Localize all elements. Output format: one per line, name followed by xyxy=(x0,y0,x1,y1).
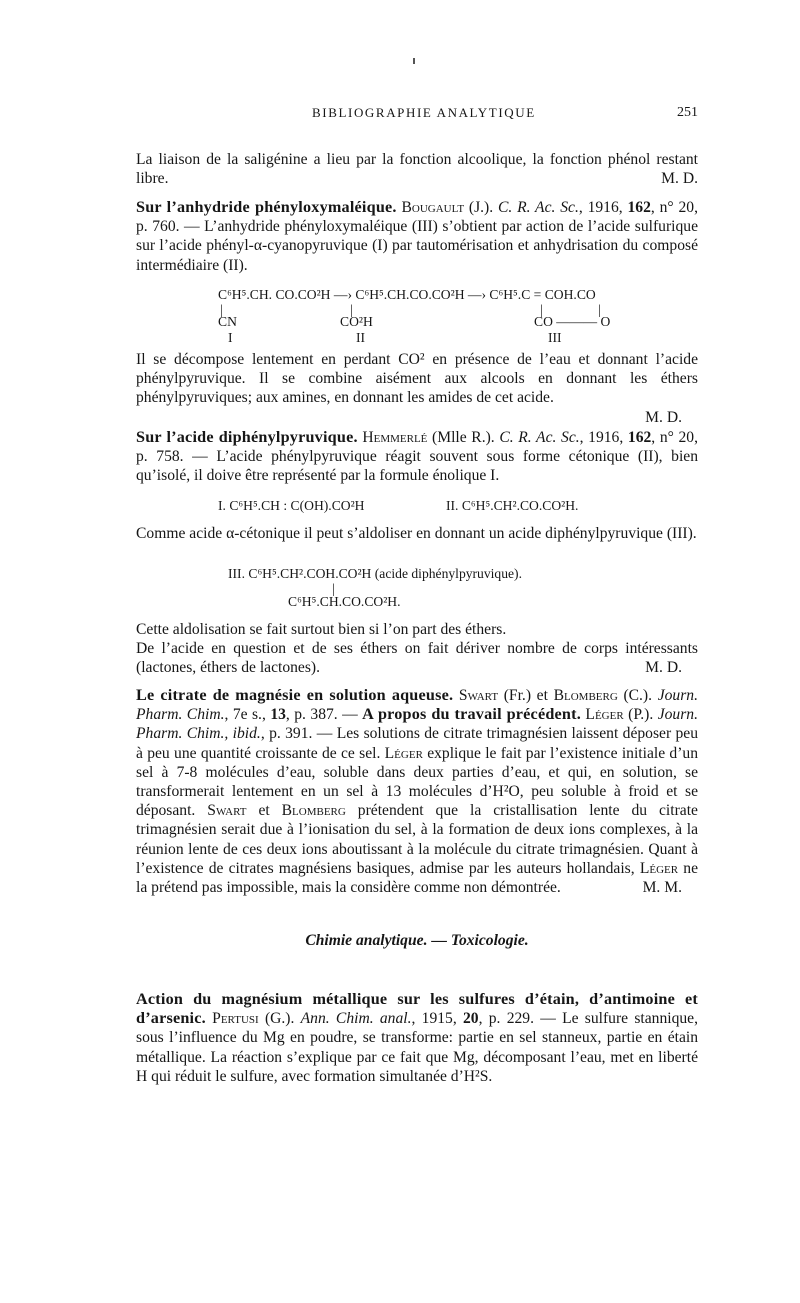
author-initials: (J.). xyxy=(468,199,494,216)
running-title: BIBLIOGRAPHIE ANALYTIQUE xyxy=(312,105,536,120)
reference-year: , 1915, xyxy=(411,1010,463,1028)
article-diphenylpyruvique-text xyxy=(136,524,698,543)
reference-volume: 13 xyxy=(270,706,286,724)
paragraph-text: De l’acide en question et de ses éthers on fait dériver nombre de corps intéressants (lactones, éthers de lactones). xyxy=(136,640,698,677)
reference-series: , 7e s., xyxy=(224,706,271,724)
article-anhydride-continued xyxy=(136,350,698,427)
article-title: Le citrate de magnésie en solution aqueuse. xyxy=(136,686,454,704)
author-signature: M. D. xyxy=(645,408,682,426)
reference-volume: 20 xyxy=(463,1010,479,1028)
formula-iii-second-line: C⁶H⁵.CH.CO.CO²H. xyxy=(288,594,401,609)
formula-bond: | xyxy=(598,302,601,317)
paragraph-text: Comme acide α-cétonique il peut s’aldoliser en donnant un acide diphénylpyruvique (III). xyxy=(136,525,697,542)
reference-volume: 162 xyxy=(627,429,652,446)
article-title: Action du magnésium métallique sur les sulfures d’étain, d’antimoine et d’arsenic. xyxy=(136,990,698,1028)
author-name: Blomberg xyxy=(553,687,618,704)
author-initials: (G.). xyxy=(264,1010,295,1028)
article-title: A propos du travail précédent. xyxy=(362,705,581,724)
formula-bond: | xyxy=(540,302,543,317)
page-header xyxy=(136,105,698,127)
reference-year: , 1916, xyxy=(579,429,624,446)
reference-volume: 162 xyxy=(627,199,651,216)
reaction-formula xyxy=(218,287,658,345)
page-number: 251 xyxy=(677,105,698,120)
author-name: Bougault xyxy=(401,199,465,216)
formula-ii: II. C⁶H⁵.CH².CO.CO²H. xyxy=(446,498,579,513)
article-abstract: explique le fait par l’existence initiale d’un sel à 7-8 molécules d’eau, soluble dans deux parties d’eau, et qui, en solution, se transformerait lentement en un sel à 13 molécules d’H²O, peu soluble à froid et se déposant. xyxy=(136,744,699,820)
journal-name: Journ. Pharm. Chim. xyxy=(136,687,698,724)
formula-enol-keto xyxy=(218,498,668,518)
author-name: Léger xyxy=(585,706,624,724)
paragraph-text: Cette aldolisation se fait surtout bien si l’on part des éthers. xyxy=(136,621,507,638)
journal-name: Journ. Pharm. Chim., ibid. xyxy=(136,706,698,743)
conjunction: et xyxy=(258,802,270,820)
article-abstract: , p. 391. — Les solutions de citrate trimagnésien laissent déposer peu à peu une quantité croissante de ce sel. xyxy=(136,725,699,762)
journal-name: Ann. Chim. anal. xyxy=(300,1010,412,1028)
paragraph-continued xyxy=(136,150,698,188)
article-abstract: ne la prétend pas impossible, mais la considère comme non démontrée. xyxy=(136,859,698,897)
journal-name: C. R. Ac. Sc. xyxy=(497,199,579,216)
paragraph-text: Il se décompose lentement en perdant CO² en présence de l’eau et donnant l’acide phénylpyruvique. Il se combine aisément aux alcools en donnant les éthers phénylpyruviques; aux amines, en donnant les amides de cet acide. xyxy=(136,351,698,407)
section-title: Chimie analytique. — Toxicologie. xyxy=(305,932,529,949)
formula-co-o: CO ——— O xyxy=(534,314,611,329)
formula-label-iii: III xyxy=(548,330,562,345)
formula-aldol xyxy=(228,566,668,614)
article-abstract: , n° 20, p. 758. — L’acide phénylpyruvique réagit souvent sous forme cétonique (II), bien qu’isolé, il doive être représenté par la formule énolique I. xyxy=(136,429,698,485)
author-name: Pertusi xyxy=(212,1010,259,1028)
formula-main-line: C⁶H⁵.CH. CO.CO²H —› C⁶H⁵.CH.CO.CO²H —› C⁶H⁵.C = COH.CO xyxy=(218,287,596,302)
formula-bond: | xyxy=(220,302,223,317)
journal-name: C. R. Ac. Sc. xyxy=(499,429,580,446)
author-name: Léger xyxy=(639,859,679,877)
author-name: Léger xyxy=(384,744,423,762)
author-signature: M. M. xyxy=(642,879,682,897)
article-abstract: prétendent que la cristallisation lente du citrate trimagnésien serait due à l’ionisation du sel, à la formation de deux ions complexes, à la réunion lente de ces deux ions aboutissant à la molécule du citrate trimagnésien. Quant à l’existence de citrates magnésiens basiques, admise par les auteurs hollandais, xyxy=(136,802,698,877)
author-initials: (Fr.) et xyxy=(503,687,548,704)
print-mark xyxy=(413,58,415,64)
article-abstract: , n° 20, p. 760. — L’anhydride phényloxymaléique (III) s’obtient par action de l’acide sulfurique sur l’acide phényl-α-cyanopyruvique (I) par tautomérisation et anhydrisation du composé intermédiaire (II). xyxy=(136,199,698,274)
article-magnesium xyxy=(136,990,698,1086)
article-title: Sur l’anhydride phényloxymaléique. xyxy=(136,198,397,216)
paragraph-text: La liaison de la saligénine a lieu par la fonction alcoolique, la fonction phénol restant libre. xyxy=(136,151,698,188)
formula-label-i: I xyxy=(228,330,233,345)
formula-iii: III. C⁶H⁵.CH².COH.CO²H (acide diphénylpyruvique). xyxy=(228,566,522,581)
author-signature: M. D. xyxy=(661,170,698,188)
article-abstract: , p. 229. — Le sulfure stannique, sous l’influence du Mg en poudre, se transforme: partie en sel stanneux, partie en étain métallique. La réaction s’explique par ce fait que Mg, décomposant l’eau, met en liberté H qui réduit le sulfure, avec formation simultanée d’H²S. xyxy=(136,1010,699,1085)
reference-page: , p. 387. — xyxy=(285,706,358,724)
author-name: Hemmerlé xyxy=(362,429,428,446)
author-initials: (Mlle R.). xyxy=(432,429,495,446)
author-initials: (C.). xyxy=(623,687,653,704)
article-title: Sur l’acide diphénylpyruvique. xyxy=(136,428,358,446)
article-diphenylpyruvique xyxy=(136,428,698,486)
author-name: Blomberg xyxy=(281,802,346,820)
article-anhydride xyxy=(136,198,698,275)
formula-bond: | xyxy=(350,302,353,317)
reference-year: , 1916, xyxy=(578,199,623,216)
formula-bond: | xyxy=(332,581,335,596)
formula-i: I. C⁶H⁵.CH : C(OH).CO²H xyxy=(218,498,365,513)
formula-cn: CN xyxy=(218,314,237,329)
article-diphenylpyruvique-end xyxy=(136,620,698,678)
formula-co2h: CO²H xyxy=(340,314,373,329)
author-name: Swart xyxy=(458,687,499,704)
author-signature: M. D. xyxy=(645,659,682,677)
author-initials: (P.). xyxy=(628,706,654,724)
formula-label-ii: II xyxy=(356,330,366,345)
article-citrate xyxy=(136,686,698,897)
author-name: Swart xyxy=(207,802,247,820)
